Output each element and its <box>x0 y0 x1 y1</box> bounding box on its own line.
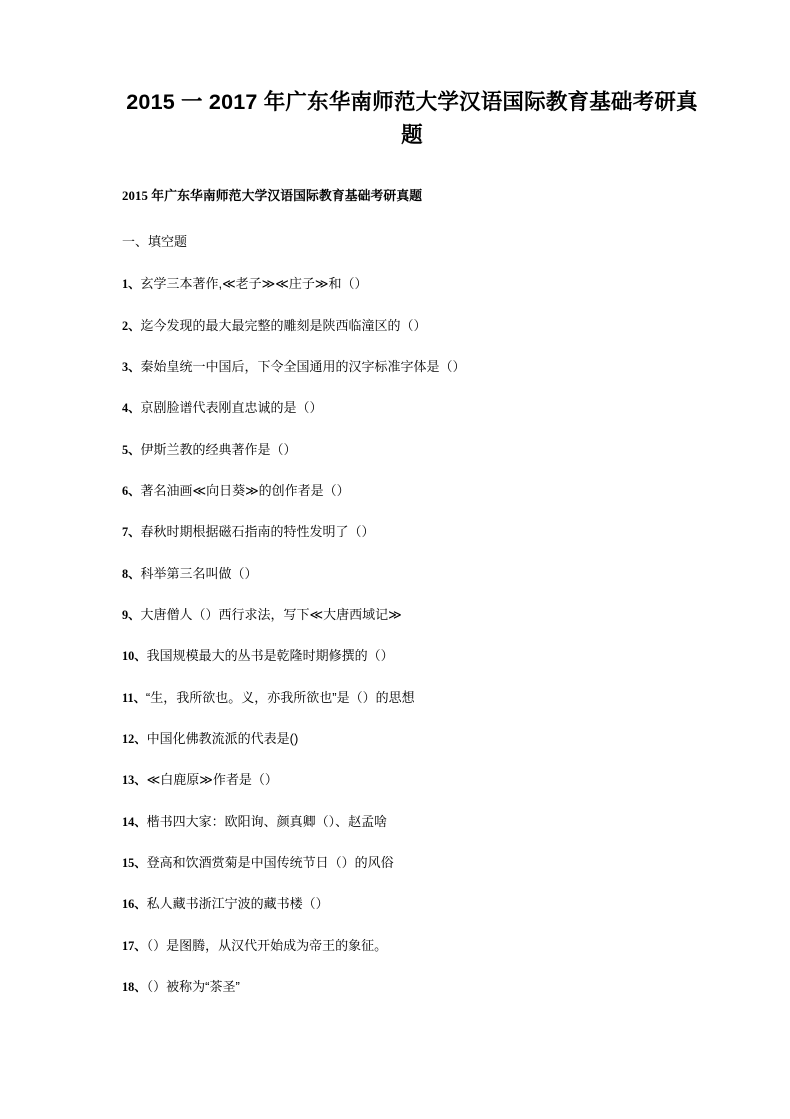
question-number: 8、 <box>122 566 141 581</box>
question-text: （）被称为“茶圣” <box>146 979 240 995</box>
list-item <box>122 854 702 873</box>
list-item <box>122 937 702 956</box>
list-item <box>122 978 702 997</box>
question-number: 1、 <box>122 277 141 292</box>
list-item <box>122 771 702 790</box>
question-text: 登高和饮酒赏菊是中国传统节日（）的风俗 <box>146 855 394 871</box>
question-text: ≪白鹿原≫作者是（） <box>146 772 278 788</box>
question-text: 大唐僧人（）西行求法，写下≪大唐西域记≫ <box>140 607 402 623</box>
question-text: 伊斯兰教的经典著作是（） <box>140 441 297 457</box>
question-number: 7、 <box>122 525 141 540</box>
question-number: 14、 <box>122 814 147 829</box>
question-text: 科举第三名叫做（） <box>140 565 258 581</box>
list-item <box>122 689 702 708</box>
question-number: 12、 <box>122 732 147 747</box>
question-number: 11、 <box>122 690 146 705</box>
question-text: 迄今发现的最大最完整的雕刻是陕西临潼区的（） <box>140 317 427 333</box>
question-number: 18、 <box>122 980 147 995</box>
page-title: 2015 一 2017 年广东华南师范大学汉语国际教育基础考研真题 <box>126 90 698 148</box>
question-text: 中国化佛教流派的代表是() <box>146 731 299 747</box>
question-number: 17、 <box>122 938 147 953</box>
list-item <box>122 441 702 460</box>
list-item <box>122 730 702 749</box>
list-item <box>122 523 702 542</box>
question-number: 9、 <box>122 608 141 623</box>
list-item <box>122 482 702 501</box>
list-item <box>122 358 702 377</box>
list-item <box>122 275 702 294</box>
question-text: 春秋时期根据磁石指南的特性发明了（） <box>140 524 375 540</box>
question-number: 10、 <box>122 649 147 664</box>
question-number: 15、 <box>122 856 147 871</box>
question-list <box>122 275 702 997</box>
section-heading: 2015 年广东华南师范大学汉语国际教育基础考研真题 <box>122 188 423 203</box>
question-text: （）是图腾，从汉代开始成为帝王的象征。 <box>146 937 388 953</box>
question-number: 4、 <box>122 401 141 416</box>
list-item <box>122 317 702 336</box>
question-text: 楷书四大家：欧阳询、颜真卿（）、赵孟啥 <box>146 813 388 829</box>
list-item <box>122 895 702 914</box>
question-text: 私人藏书浙江宁波的藏书楼（） <box>146 896 329 912</box>
part-label: 一、填空题 <box>122 233 188 249</box>
question-text: 秦始皇统一中国后，下令全国通用的汉字标准字体是（） <box>140 359 466 374</box>
question-text: 著名油画≪向日葵≫的创作者是（） <box>140 483 350 499</box>
list-item <box>122 606 702 625</box>
question-number: 16、 <box>122 897 147 912</box>
list-item <box>122 399 702 418</box>
question-text: “生，我所欲也。义，亦我所欲也”是（）的思想 <box>145 689 415 705</box>
question-text: 京剧脸谱代表刚直忠诚的是（） <box>140 400 323 416</box>
question-text: 我国规模最大的丛书是乾隆时期修撰的（） <box>146 648 394 664</box>
list-item <box>122 647 702 666</box>
question-number: 2、 <box>122 318 141 333</box>
question-text: 玄学三本著作,≪老子≫≪庄子≫和（） <box>140 276 368 292</box>
list-item <box>122 565 702 584</box>
list-item <box>122 813 702 832</box>
question-number: 3、 <box>122 360 141 374</box>
question-number: 5、 <box>122 442 141 457</box>
question-number: 6、 <box>122 484 141 499</box>
question-number: 13、 <box>122 773 147 788</box>
